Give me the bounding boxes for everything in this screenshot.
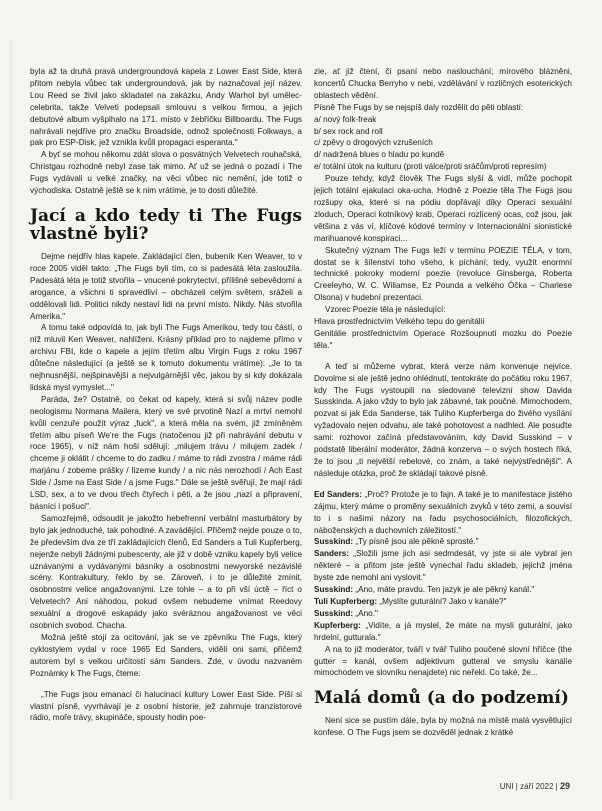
right-column bbox=[314, 66, 572, 739]
paragraph: A na to již moderátor, tváří v tvář Tuliho poučené slovní hříčce (the gutter = kanál, ovšem adjektivum gutteral ve smyslu kanálie mimochodem ve slovníku nenajdete) nic neřekl. Co také, že... bbox=[314, 644, 572, 678]
left-column bbox=[30, 66, 302, 724]
list-item: b/ sex rock and roll bbox=[314, 126, 383, 136]
dialogue-line bbox=[314, 620, 572, 644]
page-footer bbox=[500, 781, 570, 791]
paragraph: Možná ještě stojí za ocitování, jak se ve zpěvníku The Fugs, který cyklostylem vydal v roce 1965 Ed Sanders, vidělí oni sami, přičemž autorem byl s velkou určitostí sám Sanders. Zde, v úvodu nazvaném Poznámky k The Fugs, čteme: bbox=[30, 632, 302, 678]
dialogue-line bbox=[314, 489, 572, 537]
paragraph: Samozřejmě, odsoudit je jakožto hebefrenní verbální masturbátory by bylo jak jednoduché, tak pohodlné. A zavádějící. Přičemž nejde pouze o to, že především dva ze tří zakládajících členů, Ed Sanders a Tuli Kupferberg, nejenže nebyli žádnými pubescenty, ale již v době vzniku kapely byli velice uznávanými a vydávanými básníky a osobnostmi newyorské nezávislé scény. Kontrakultury, řeklo by se. Zároveň, i to je důležité zmínit, osobnostmi velice angažovanými. Lze tohle – a to při vší úctě – říct o Velvetech? Ani náhodou, pokud ovšem nebudeme vnímat Reedovy sexuální a drogové eskapády jako svéráznou angažovanost ve věci osobních svobod. Chacha. bbox=[30, 513, 302, 631]
speaker: Susskind: bbox=[314, 608, 354, 618]
spacer bbox=[30, 680, 302, 689]
section-heading: Malá domů (a do podzemí) bbox=[314, 688, 569, 709]
issue-label: UNI | září 2022 | bbox=[499, 782, 558, 791]
paragraph: A byť se mohou někomu zdát slova o posvátných Velvetech rouhačská, Christgau rozhodně nebyl zase tak mimo. Ať už se jedná o pozadí i The Fugs vydávali u velké značky, na věci vůbec nic nemění, jde totiž o východiska. Ostatně ještě se k nim vrátíme, je to dosti důležité. bbox=[30, 150, 302, 196]
paragraph: zie, ať již čtení, či psaní nebo naslouchání; mírového blázněni, koncertů Chucka Berryho v nebi, vzdělávání v rozličných esoterických oblastech vědění. bbox=[314, 67, 572, 100]
line-text: „Vidíte, a já myslel, že máte na mysli guturální, jako hrdelní, gutturala." bbox=[314, 620, 572, 642]
speaker: Ed Sanders: bbox=[314, 489, 363, 499]
dialogue-line bbox=[314, 584, 572, 596]
paragraph: A tomu také odpovídá to, jak byli The Fugs Amerikou, tedy tou částí, o níž mluvil Ken Weaver, nahlíženi. Krásný příklad pro to najdeme přímo v archivu FBI, kde o kapele a jejím třetím albu Virgin Fugs z roku 1967 důtečne následující (a ještě se k tomuto dokumentu vrátíme): „Je to ta nejhnusnější, nejšpinavější a nejvulgárnější věc, jakou by si kdy dokázala lidská mysl vymyslet..." bbox=[30, 323, 302, 392]
line-text: „Proč? Protože je to fajn. A také je to manifestace jistého zájmu, který máme o proměny sexuálních zvyků v této zemi, a souvisí to i s našimi názory na řadu psychosociálních, filozofických, náboženských a duchovních záležitostí." bbox=[314, 489, 572, 535]
dialogue-line bbox=[314, 536, 572, 548]
line-text: „Myslíte guturální? Jako v kanále?" bbox=[377, 596, 507, 606]
speaker: Tuli Kupferberg: bbox=[314, 596, 378, 606]
paragraph: byla až ta druhá pravá undergroundová kapela z Lower East Side, která přitom nebyla vůbec tak undergroundová, jak by naznačoval její název. Lou Reed se živil jako skladatel na zakázku, Andy Warhol byl umělec-celebrita, takže Velveti podepsali smlouvu s velkou firmou, a jejich debutové album vyšplhalo na 171. místo v žebříčku Billboardu. The Fugs nahrávali nejdříve pro značku Broadside, odnož společnosti Folkways, a pak pro ESP-Disk, jež vznikla kvůli propagaci esperanta." bbox=[30, 67, 302, 148]
paragraph: Není sice se pustím dále, byla by možná na místě malá vysvětlující konfese. O The Fugs jsem se dozvěděl jednak z krátké bbox=[314, 715, 572, 737]
line-text: „Ty písně jsou ale pěkně sprosté." bbox=[353, 537, 479, 547]
line-text: „Složili jsme jich asi sedmdesát, vy jste si ale vybral jen některé – a přitom jste ještě vynechal řadu skladeb, jejichž jména byste zde nemohl ani vyslovit." bbox=[314, 549, 572, 583]
list-item: d/ nadržená blues o hladu po kundě bbox=[314, 150, 445, 160]
paragraph: Skutečný význam The Fugs leží v termínu POEZIE TĚLA, v tom, dostat se k šílenství toho všeho, k píchání; tedy, využít enormní technické pokroky moderní poezie (revoluce Ginsberga, Roberta Creeleyho, W. C. Wiliamse, Ez Pounda a velkého Óčka – Charlese Olsona) v hudební prezentaci. bbox=[314, 245, 572, 303]
page-edge-shadow bbox=[10, 40, 12, 800]
speaker: Susskind: bbox=[314, 537, 354, 547]
paragraph: Dejme nejdřív hlas kapele. Zakládající člen, bubeník Ken Weaver, to v roce 2005 viděl takto: „The Fugs byli tím, co si padesátá léta zasloužila. Padesátá léta je totiž stvořila – vnucené pokrytectví, přílišné sebevědomí a arogance, a všichni ti spravedliví – obcházeli celým světem, sráželi a oddělovali lidi. Politici nikdy nestaví lidi na první místo. Nikdy. Nás stvořila Amerika." bbox=[30, 251, 302, 321]
speaker: Susskind: bbox=[314, 585, 354, 595]
dialogue-line bbox=[314, 548, 572, 584]
spacer bbox=[314, 352, 572, 361]
category-list bbox=[314, 114, 572, 174]
paragraph: Vzorec Poezie těla je následující: bbox=[325, 305, 446, 315]
list-intro: Písně The Fugs by se nejspíš daly rozdělit do pěti oblastí: bbox=[314, 102, 524, 112]
line-text: „Ano, máte pravdu. Ten jazyk je ale pěkný kanál." bbox=[353, 585, 535, 595]
dialogue-line bbox=[314, 596, 572, 608]
line-text: „Ano." bbox=[353, 608, 378, 618]
paragraph: Paráda, že? Ostatně, co čekat od kapely, která si svůj název podle neologismu Normana Mailera, který ve své prvotině Nazí a mrtví nemohl kvůli cenzuře použít výraz „fuck", a která měla na svém, již zmíněném třetím albu píseň We're the Fugs (natočenou již při nahrávání debutu v roce 1965), v níž nám hoši sdělují: „milujem trávu / milujem zadek / chceme ji oklátit / chceme to do zadku / máme to rádi zvostra / máme rádi marjánu / zobeme prášky / lízeme kundy / a nic nás nerozhodí / Ach East Side / Jsme na East Side / a jsme Fugs." Dále se ještě svěřují, že mají rádi LSD, sex, a to ve dvou třech čtyřech i pěti, a že jsou „nazí a připravení, básníci i pošuci". bbox=[30, 394, 302, 511]
spacer bbox=[314, 480, 572, 489]
list-item: e/ totální útok na kulturu (proti válce/proti sráčům/proti represím) bbox=[314, 162, 547, 172]
page-number: 29 bbox=[559, 781, 570, 791]
section-heading: Jací a kdo tedy ti The Fugs vlastně byli? bbox=[30, 205, 302, 245]
dialogue-line bbox=[314, 608, 572, 620]
speaker: Sanders: bbox=[314, 549, 350, 559]
quote-paragraph: „The Fugs jsou emanací či halucinací kultury Lower East Side. Píší si vlastní písně, vyvrhávají je z osobní historie, jež zahrnuje tranzistorové rádio, moře trávy, skupináče, spousty hodin poe- bbox=[30, 689, 302, 723]
list-item: a/ nový folk-freak bbox=[314, 114, 377, 124]
paragraph: Hlava prostřednictvím Velkého tepu do genitálií bbox=[314, 317, 485, 327]
paragraph: Genitálie prostřednictvím Operace Rozšoupnutí mozku do Poezie těla." bbox=[314, 328, 572, 350]
list-item: c/ zpěvy o drogových vzrušeních bbox=[314, 138, 433, 148]
paragraph: Pouze tehdy, když člověk The Fugs slyší & vidí, může pochopit jejich totální ejakulaci oka-ucha. Hodně z Poezie těla The Fugs jsou rozšupy oka, které si na pódiu dopřávají díky Operaci sexuální zloduch, Operaci kotníkový krab, Operaci rozlícený ocas, což jsou, jak většina z vás ví, klíčové kódové termíny v Internacionální sionistické marihuanové konspiraci... bbox=[314, 174, 572, 243]
paragraph: A teď si můžeme vybrat, která verze nám konvenuje nejvíce. Dovolme si ale ještě jedno ohlédnutí, tentokráte do počátku roku 1967, kdy The Fugs vystoupili na sledované televizní show Davida Susskinda. A jako vždy to bylo jak zábavné, tak poučné. Mimochodem, pozvat si jak Eda Sanderse, tak Tuliho Kupferberga do živého vysílání vyžadovalo nejen odvahu, ale také pohotovost a nadhled. Ale posuďte sami: rozhovor začíná představováním, kdy David Susskind – v podstatě liberální moderátor, žádná konzerva – o svých hostech říká, že to jsou „ti největší rebelové, co znám, a také nejvýstřednější". A následuje otázka, proč že skládají takové písně. bbox=[314, 361, 572, 478]
speaker: Kupferberg: bbox=[314, 620, 361, 630]
